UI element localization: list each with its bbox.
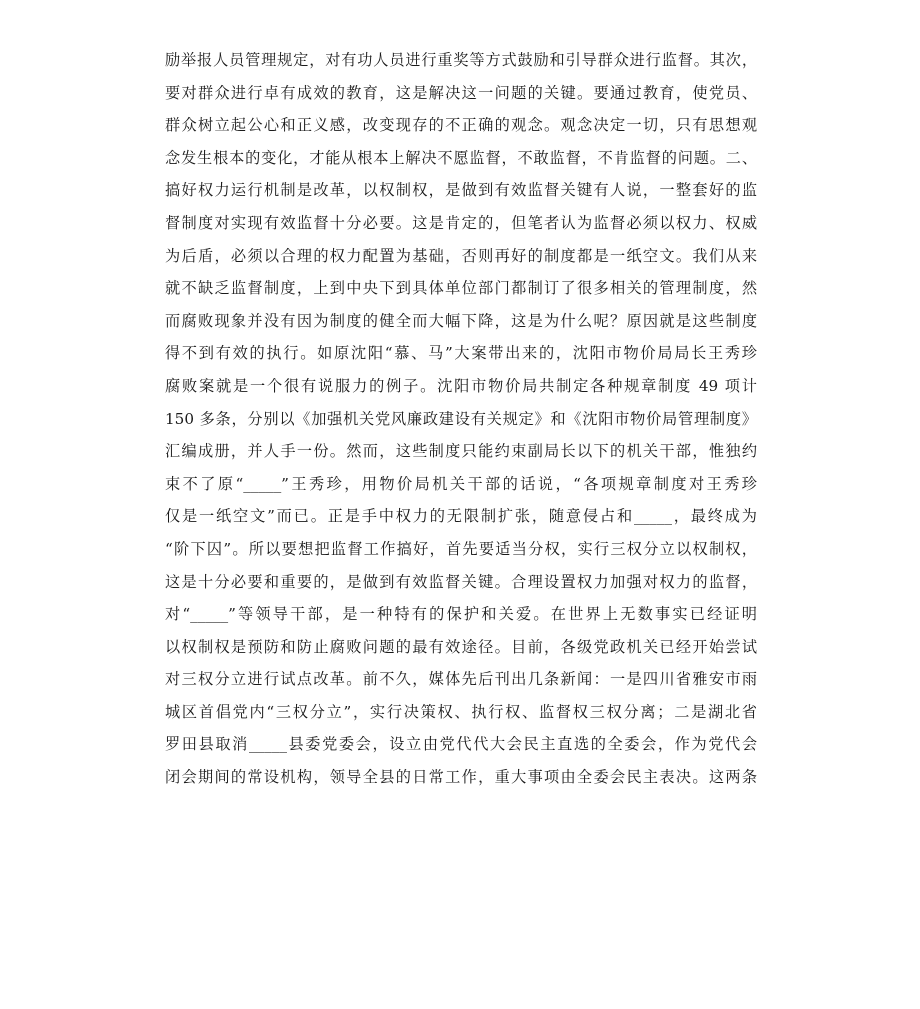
- text-line: 群众树立起公心和正义感，改变现存的不正确的观念。观念决定一切，只有思想观: [165, 116, 757, 135]
- text-line: 对“_____”等领导干部，是一种特有的保护和关爱。在世界上无数事实已经证明: [165, 605, 757, 624]
- text-line: 150 多条，分别以《加强机关党风廉政建设有关规定》和《沈阳市物价局管理制度》: [165, 409, 757, 428]
- text-line: 腐败案就是一个很有说服力的例子。沈阳市物价局共制定各种规章制度 49 项计: [165, 376, 757, 395]
- text-line: 罗田县取消_____县委党委会，设立由党代代大会民主直选的全委会，作为党代会: [165, 735, 757, 754]
- text-line: 仅是一纸空文”而已。正是手中权力的无限制扩张，随意侵占和_____，最终成为: [165, 507, 757, 526]
- text-line: 城区首倡党内“三权分立”，实行决策权、执行权、监督权三权分离；二是湖北省: [165, 702, 757, 721]
- text-line: 得不到有效的执行。如原沈阳“慕、马”大案带出来的，沈阳市物价局局长王秀珍: [165, 344, 757, 363]
- body-text: [165, 44, 757, 794]
- text-line: 为后盾，必须以合理的权力配置为基础，否则再好的制度都是一纸空文。我们从来: [165, 246, 757, 265]
- text-line: 闭会期间的常设机构，领导全县的日常工作，重大事项由全委会民主表决。这两条: [165, 768, 757, 787]
- text-line: 这是十分必要和重要的，是做到有效监督关键。合理设置权力加强对权力的监督，: [165, 572, 757, 591]
- text-line: 搞好权力运行机制是改革，以权制权，是做到有效监督关键有人说，一整套好的监: [165, 181, 757, 200]
- text-line: 对三权分立进行试点改革。前不久，媒体先后刊出几条新闻：一是四川省雅安市雨: [165, 670, 757, 689]
- text-line: 汇编成册，并人手一份。然而，这些制度只能约束副局长以下的机关干部，惟独约: [165, 442, 757, 461]
- text-line: 以权制权是预防和防止腐败问题的最有效途径。目前，各级党政机关已经开始尝试: [165, 637, 757, 656]
- text-line: 要对群众进行卓有成效的教育，这是解决这一问题的关键。要通过教育，使党员、: [165, 83, 757, 102]
- text-line: 念发生根本的变化，才能从根本上解决不愿监督，不敢监督，不肯监督的问题。二、: [165, 148, 757, 167]
- text-line: 励举报人员管理规定，对有功人员进行重奖等方式鼓励和引导群众进行监督。其次，: [165, 51, 757, 69]
- text-line: 而腐败现象并没有因为制度的健全而大幅下降，这是为什么呢？原因就是这些制度: [165, 311, 757, 330]
- text-line: 束不了原“_____”王秀珍，用物价局机关干部的话说，“各项规章制度对王秀珍: [165, 474, 757, 493]
- text-line: 督制度对实现有效监督十分必要。这是肯定的，但笔者认为监督必须以权力、权威: [165, 213, 757, 232]
- text-line: 就不缺乏监督制度，上到中央下到具体单位部门都制订了很多相关的管理制度，然: [165, 279, 757, 298]
- text-line: “阶下囚”。所以要想把监督工作搞好，首先要适当分权，实行三权分立以权制权，: [165, 539, 757, 558]
